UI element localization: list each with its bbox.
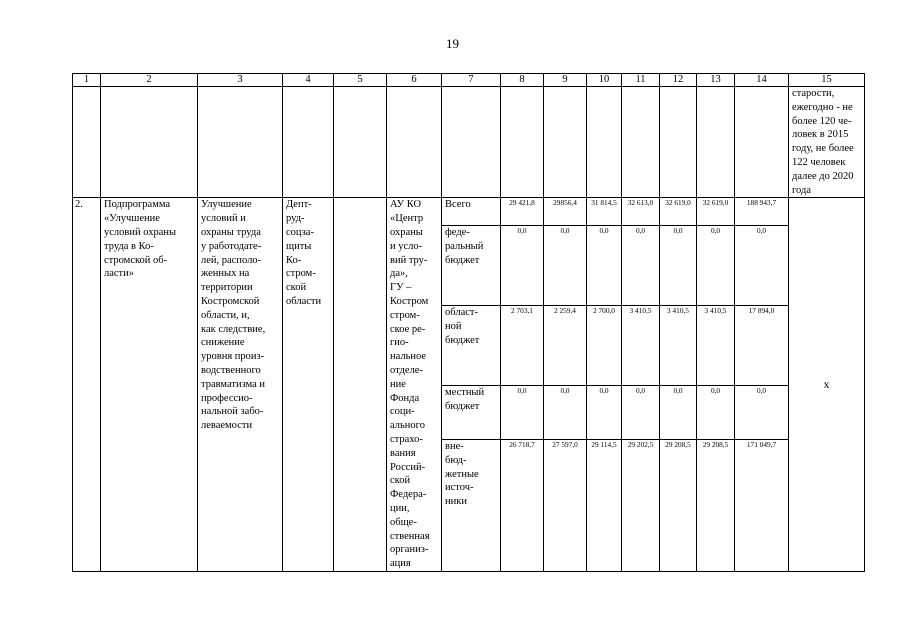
text-line: стром- bbox=[286, 268, 316, 280]
text-line: условий и bbox=[201, 213, 246, 225]
text-line: бюд- bbox=[445, 454, 467, 466]
value-cell: 0,0 bbox=[622, 386, 660, 440]
value-cell: 3 410,5 bbox=[622, 306, 660, 386]
text-line: Всего bbox=[445, 199, 471, 211]
value-cell: 29 208,5 bbox=[697, 439, 735, 571]
continuation-goal-cell bbox=[789, 87, 865, 198]
text-line: источ- bbox=[445, 482, 474, 494]
text-line: обще- bbox=[390, 516, 417, 528]
text-line: Ко- bbox=[286, 254, 302, 266]
text-line: как следствие, bbox=[201, 323, 266, 335]
text-line: 122 человек bbox=[792, 156, 846, 168]
text-line: и усло- bbox=[390, 240, 423, 252]
value-cell: 0,0 bbox=[660, 386, 697, 440]
value-cell: 0,0 bbox=[501, 386, 544, 440]
value-cell: 171 049,7 bbox=[735, 439, 789, 571]
header-cell: 6 bbox=[387, 74, 442, 87]
header-cell: 9 bbox=[544, 74, 587, 87]
row-number: 2. bbox=[73, 198, 101, 572]
header-cell: 10 bbox=[587, 74, 622, 87]
value-cell: 17 894,0 bbox=[735, 306, 789, 386]
text-line: ация bbox=[390, 558, 411, 570]
header-cell: 2 bbox=[101, 74, 198, 87]
source-label bbox=[442, 306, 501, 386]
header-row bbox=[73, 74, 865, 87]
text-line: феде- bbox=[445, 227, 470, 239]
value-cell: 29856,4 bbox=[544, 198, 587, 226]
header-cell: 5 bbox=[334, 74, 387, 87]
participants bbox=[387, 198, 442, 572]
text-line: ние bbox=[390, 378, 406, 390]
text-line: Костромской bbox=[201, 295, 260, 307]
text-line: отделе- bbox=[390, 364, 423, 376]
value-cell: 0,0 bbox=[697, 386, 735, 440]
value-cell: 0,0 bbox=[735, 226, 789, 306]
value-cell: 26 718,7 bbox=[501, 439, 544, 571]
text-line: условий охраны bbox=[104, 226, 177, 238]
value-cell: 0,0 bbox=[587, 226, 622, 306]
value-cell: 188 943,7 bbox=[735, 198, 789, 226]
header-cell: 4 bbox=[283, 74, 334, 87]
source-label bbox=[442, 226, 501, 306]
value-cell: 0,0 bbox=[544, 386, 587, 440]
text-line: «Улучшение bbox=[104, 213, 160, 225]
text-line: гио- bbox=[390, 337, 409, 349]
value-cell: 0,0 bbox=[544, 226, 587, 306]
value-cell: 29 421,8 bbox=[501, 198, 544, 226]
text-line: уровня произ- bbox=[201, 351, 265, 363]
text-line: ции, bbox=[390, 502, 410, 514]
text-line: област- bbox=[445, 307, 478, 319]
value-cell: 0,0 bbox=[622, 226, 660, 306]
text-line: нальное bbox=[390, 351, 427, 363]
text-line: более 120 че- bbox=[792, 115, 852, 127]
text-line: бюджет bbox=[445, 400, 480, 412]
value-cell: 0,0 bbox=[587, 386, 622, 440]
header-cell: 12 bbox=[660, 74, 697, 87]
text-line: женных на bbox=[201, 268, 250, 280]
text-line: области bbox=[286, 295, 322, 307]
text-line: соци- bbox=[390, 406, 415, 418]
source-label bbox=[442, 198, 501, 226]
text-line: жетные bbox=[445, 468, 479, 480]
text-line: бюджет bbox=[445, 334, 480, 346]
text-line: Федера- bbox=[390, 489, 427, 501]
header-cell: 14 bbox=[735, 74, 789, 87]
text-line: ской bbox=[390, 475, 411, 487]
value-cell: 2 700,0 bbox=[587, 306, 622, 386]
text-line: ники bbox=[445, 496, 467, 508]
value-cell: 0,0 bbox=[697, 226, 735, 306]
text-line: далее до 2020 bbox=[792, 170, 854, 182]
value-cell: 29 208,5 bbox=[660, 439, 697, 571]
text-line: да», bbox=[390, 268, 408, 280]
text-line: Улучшение bbox=[201, 199, 252, 211]
value-cell: 0,0 bbox=[501, 226, 544, 306]
text-line: ального bbox=[390, 420, 425, 432]
value-cell: 2 259,4 bbox=[544, 306, 587, 386]
text-line: местный bbox=[445, 387, 485, 399]
text-line: стромской об- bbox=[104, 254, 168, 266]
text-line: руд- bbox=[286, 213, 305, 225]
source-label bbox=[442, 439, 501, 571]
value-cell: 3 410,5 bbox=[660, 306, 697, 386]
source-label bbox=[442, 386, 501, 440]
responsible-executor bbox=[283, 198, 334, 572]
header-cell: 1 bbox=[73, 74, 101, 87]
value-cell: 0,0 bbox=[660, 226, 697, 306]
text-line: вания bbox=[390, 447, 416, 459]
header-cell: 13 bbox=[697, 74, 735, 87]
text-line: профессио- bbox=[201, 392, 253, 404]
co-executor bbox=[334, 198, 387, 572]
value-cell: 29 202,5 bbox=[622, 439, 660, 571]
text-line: вне- bbox=[445, 440, 464, 452]
text-line: ской bbox=[286, 282, 307, 294]
text-line: Россий- bbox=[390, 461, 426, 473]
text-line: охраны bbox=[390, 226, 423, 238]
text-line: бюджет bbox=[445, 254, 480, 266]
text-line: травматизма и bbox=[201, 378, 266, 390]
text-line: труда в Ко- bbox=[104, 240, 154, 252]
value-cell: 32 619,0 bbox=[697, 198, 735, 226]
value-cell: 3 410,5 bbox=[697, 306, 735, 386]
value-cell: 29 114,5 bbox=[587, 439, 622, 571]
header-cell: 7 bbox=[442, 74, 501, 87]
text-line: организ- bbox=[390, 544, 429, 556]
text-line: охраны труда bbox=[201, 226, 261, 238]
text-line: у работодате- bbox=[201, 240, 262, 252]
text-line: «Центр bbox=[390, 213, 424, 225]
text-line: нальной забо- bbox=[201, 406, 264, 418]
text-line: Депт- bbox=[286, 199, 312, 211]
text-line: ское ре- bbox=[390, 323, 426, 335]
text-line: АУ КО bbox=[390, 199, 422, 211]
value-cell: 27 597,0 bbox=[544, 439, 587, 571]
text-line: ежегодно - не bbox=[792, 101, 853, 113]
text-line: ласти» bbox=[104, 268, 135, 280]
text-line: области, и, bbox=[201, 309, 250, 321]
text-line: стром- bbox=[390, 309, 420, 321]
table-row bbox=[73, 198, 865, 226]
header-cell: 15 bbox=[789, 74, 865, 87]
text-line: страхо- bbox=[390, 433, 423, 445]
text-line: ГУ – bbox=[390, 282, 412, 294]
result-cell: х bbox=[789, 198, 865, 572]
subprogram-name bbox=[101, 198, 198, 572]
value-cell: 32 613,0 bbox=[622, 198, 660, 226]
text-line: соцза- bbox=[286, 226, 314, 238]
text-line: водственного bbox=[201, 364, 261, 376]
text-line: ственная bbox=[390, 530, 430, 542]
text-line: года bbox=[792, 184, 811, 196]
text-line: старости, bbox=[792, 88, 835, 99]
header-cell: 8 bbox=[501, 74, 544, 87]
continuation-row bbox=[73, 87, 865, 198]
text-line: Костром bbox=[390, 295, 429, 307]
subprogram-goal bbox=[198, 198, 283, 572]
text-line: территории bbox=[201, 282, 253, 294]
page-number: 19 bbox=[446, 36, 459, 51]
value-cell: 0,0 bbox=[735, 386, 789, 440]
text-line: снижение bbox=[201, 337, 245, 349]
header-cell: 3 bbox=[198, 74, 283, 87]
text-line: лей, располо- bbox=[201, 254, 262, 266]
text-line: вий тру- bbox=[390, 254, 428, 266]
value-cell: 2 703,1 bbox=[501, 306, 544, 386]
text-line: ной bbox=[445, 320, 462, 332]
text-line: Фонда bbox=[390, 392, 420, 404]
text-line: ловек в 2015 bbox=[792, 129, 849, 141]
value-cell: 31 814,5 bbox=[587, 198, 622, 226]
value-cell: 32 619,0 bbox=[660, 198, 697, 226]
text-line: Подпрограмма bbox=[104, 199, 171, 211]
header-cell: 11 bbox=[622, 74, 660, 87]
program-table bbox=[72, 73, 865, 572]
text-line: году, не более bbox=[792, 143, 854, 155]
text-line: леваемости bbox=[201, 420, 253, 432]
text-line: щиты bbox=[286, 240, 312, 252]
text-line: ральный bbox=[445, 241, 484, 253]
